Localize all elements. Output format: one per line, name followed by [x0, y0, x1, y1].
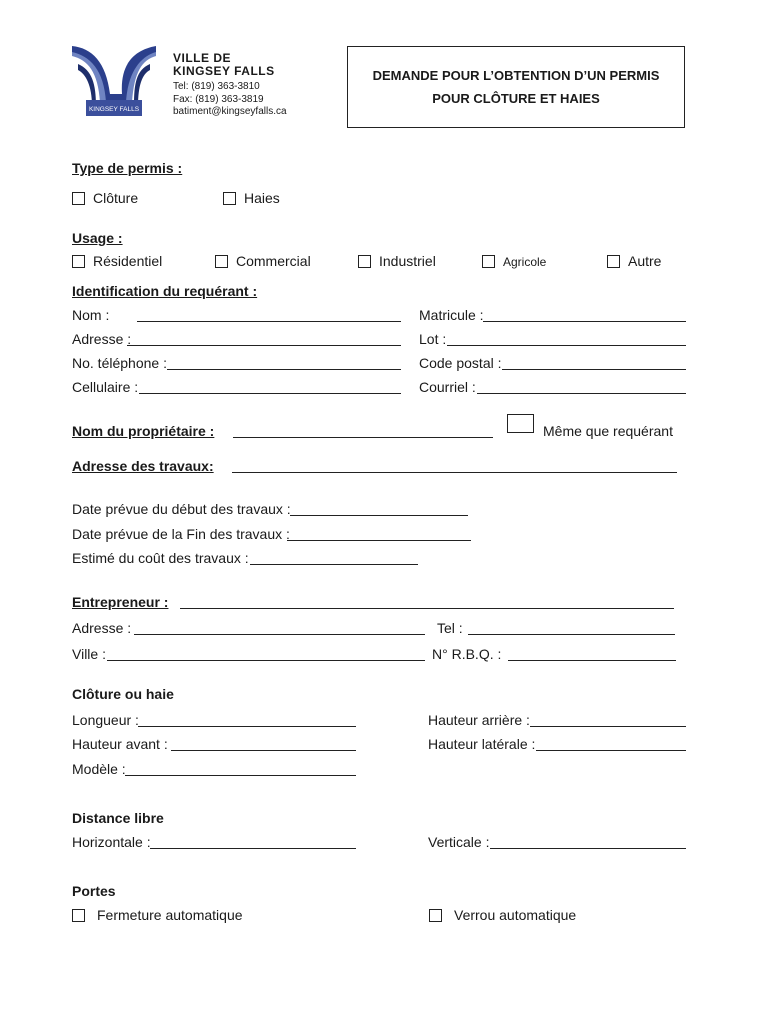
telephone-field[interactable]	[167, 369, 401, 370]
date-debut-label: Date prévue du début des travaux :	[72, 501, 291, 517]
hauteur-arriere-field[interactable]	[530, 726, 686, 727]
hauteur-laterale-field[interactable]	[536, 750, 686, 751]
adresse-label: Adresse :	[72, 331, 132, 347]
entrepreneur-rbq-field[interactable]	[508, 660, 676, 661]
usage-heading: Usage :	[72, 230, 123, 246]
entrepreneur-rbq-label: N° R.B.Q. :	[432, 646, 502, 662]
code-postal-field[interactable]	[502, 369, 686, 370]
form-title-line1: DEMANDE POUR L’OBTENTION D’UN PERMIS	[372, 67, 660, 83]
matricule-label: Matricule :	[419, 307, 484, 323]
adresse-field[interactable]	[127, 345, 401, 346]
checkbox-autre[interactable]	[607, 255, 620, 268]
horizontale-label: Horizontale :	[72, 834, 151, 850]
longueur-label: Longueur :	[72, 712, 139, 728]
type-permis-heading: Type de permis :	[72, 160, 183, 176]
adresse-travaux-field[interactable]	[232, 472, 677, 473]
option-haies[interactable]	[223, 190, 280, 206]
nom-field[interactable]	[137, 321, 401, 322]
meme-que-requerant-checkbox[interactable]	[507, 414, 534, 433]
checkbox-industriel[interactable]	[358, 255, 371, 268]
option-fermeture-automatique[interactable]	[72, 907, 243, 923]
option-agricole[interactable]	[482, 255, 546, 269]
hauteur-avant-label: Hauteur avant :	[72, 736, 168, 752]
entrepreneur-ville-label: Ville :	[72, 646, 106, 662]
kingsey-falls-logo	[72, 44, 156, 120]
org-name-line1: VILLE DE	[173, 51, 232, 65]
checkbox-commercial[interactable]	[215, 255, 228, 268]
option-autre-label: Autre	[628, 253, 662, 269]
organization-block	[173, 52, 287, 119]
option-cloture[interactable]	[72, 190, 138, 206]
nom-label: Nom :	[72, 307, 110, 323]
checkbox-haies[interactable]	[223, 192, 236, 205]
code-postal-label: Code postal :	[419, 355, 502, 371]
hauteur-laterale-label: Hauteur latérale :	[428, 736, 536, 752]
courriel-field[interactable]	[477, 393, 686, 394]
org-name-line2: KINGSEY FALLS	[173, 64, 275, 79]
hauteur-arriere-label: Hauteur arrière :	[428, 712, 530, 728]
lot-field[interactable]	[447, 345, 686, 346]
verticale-label: Verticale :	[428, 834, 490, 850]
proprietaire-heading: Nom du propriétaire :	[72, 423, 215, 439]
date-debut-field[interactable]	[290, 515, 468, 516]
entrepreneur-adresse-field[interactable]	[134, 634, 425, 635]
matricule-field[interactable]	[483, 321, 686, 322]
org-fax: Fax: (819) 363-3819	[173, 93, 264, 105]
portes-heading: Portes	[72, 883, 116, 899]
entrepreneur-ville-field[interactable]	[107, 660, 425, 661]
courriel-label: Courriel :	[419, 379, 476, 395]
adresse-travaux-heading: Adresse des travaux:	[72, 458, 214, 474]
org-email: batiment@kingseyfalls.ca	[173, 106, 287, 118]
option-haies-label: Haies	[244, 190, 280, 206]
option-residentiel-label: Résidentiel	[93, 253, 163, 269]
checkbox-fermeture-automatique[interactable]	[72, 909, 85, 922]
checkbox-agricole[interactable]	[482, 255, 495, 268]
cellulaire-field[interactable]	[139, 393, 401, 394]
cout-label: Estimé du coût des travaux :	[72, 550, 249, 566]
option-agricole-label: Agricole	[503, 255, 547, 269]
option-industriel-label: Industriel	[379, 253, 436, 269]
telephone-label: No. téléphone :	[72, 355, 167, 371]
checkbox-verrou-automatique[interactable]	[429, 909, 442, 922]
longueur-field[interactable]	[138, 726, 356, 727]
horizontale-field[interactable]	[150, 848, 356, 849]
form-title-line2: POUR CLÔTURE ET HAIES	[432, 91, 600, 106]
option-verrou-automatique[interactable]	[429, 907, 576, 923]
date-fin-field[interactable]	[287, 540, 471, 541]
entrepreneur-field[interactable]	[180, 608, 674, 609]
option-cloture-label: Clôture	[93, 190, 139, 206]
org-tel: Tel: (819) 363-3810	[173, 81, 260, 93]
distance-heading: Distance libre	[72, 810, 164, 826]
modele-label: Modèle :	[72, 761, 126, 777]
checkbox-residentiel[interactable]	[72, 255, 85, 268]
entrepreneur-tel-label: Tel :	[437, 620, 463, 636]
option-autre[interactable]	[607, 253, 661, 269]
modele-field[interactable]	[125, 775, 356, 776]
hauteur-avant-field[interactable]	[171, 750, 356, 751]
verticale-field[interactable]	[490, 848, 686, 849]
option-commercial[interactable]	[215, 253, 311, 269]
entrepreneur-tel-field[interactable]	[468, 634, 675, 635]
date-fin-label: Date prévue de la Fin des travaux :	[72, 526, 290, 542]
option-fermeture-automatique-label: Fermeture automatique	[97, 907, 243, 923]
cellulaire-label: Cellulaire :	[72, 379, 139, 395]
identification-heading: Identification du requérant :	[72, 283, 258, 299]
option-commercial-label: Commercial	[236, 253, 311, 269]
option-verrou-automatique-label: Verrou automatique	[454, 907, 577, 923]
entrepreneur-adresse-label: Adresse :	[72, 620, 132, 636]
form-title-box	[347, 46, 685, 128]
option-industriel[interactable]	[358, 253, 436, 269]
proprietaire-field[interactable]	[233, 437, 493, 438]
checkbox-cloture[interactable]	[72, 192, 85, 205]
lot-label: Lot :	[419, 331, 447, 347]
logo-text: KINGSEY FALLS	[88, 106, 140, 113]
cout-field[interactable]	[250, 564, 418, 565]
entrepreneur-heading: Entrepreneur :	[72, 594, 169, 610]
option-residentiel[interactable]	[72, 253, 162, 269]
cloture-heading: Clôture ou haie	[72, 686, 174, 702]
meme-que-requerant-label: Même que requérant	[543, 423, 673, 439]
